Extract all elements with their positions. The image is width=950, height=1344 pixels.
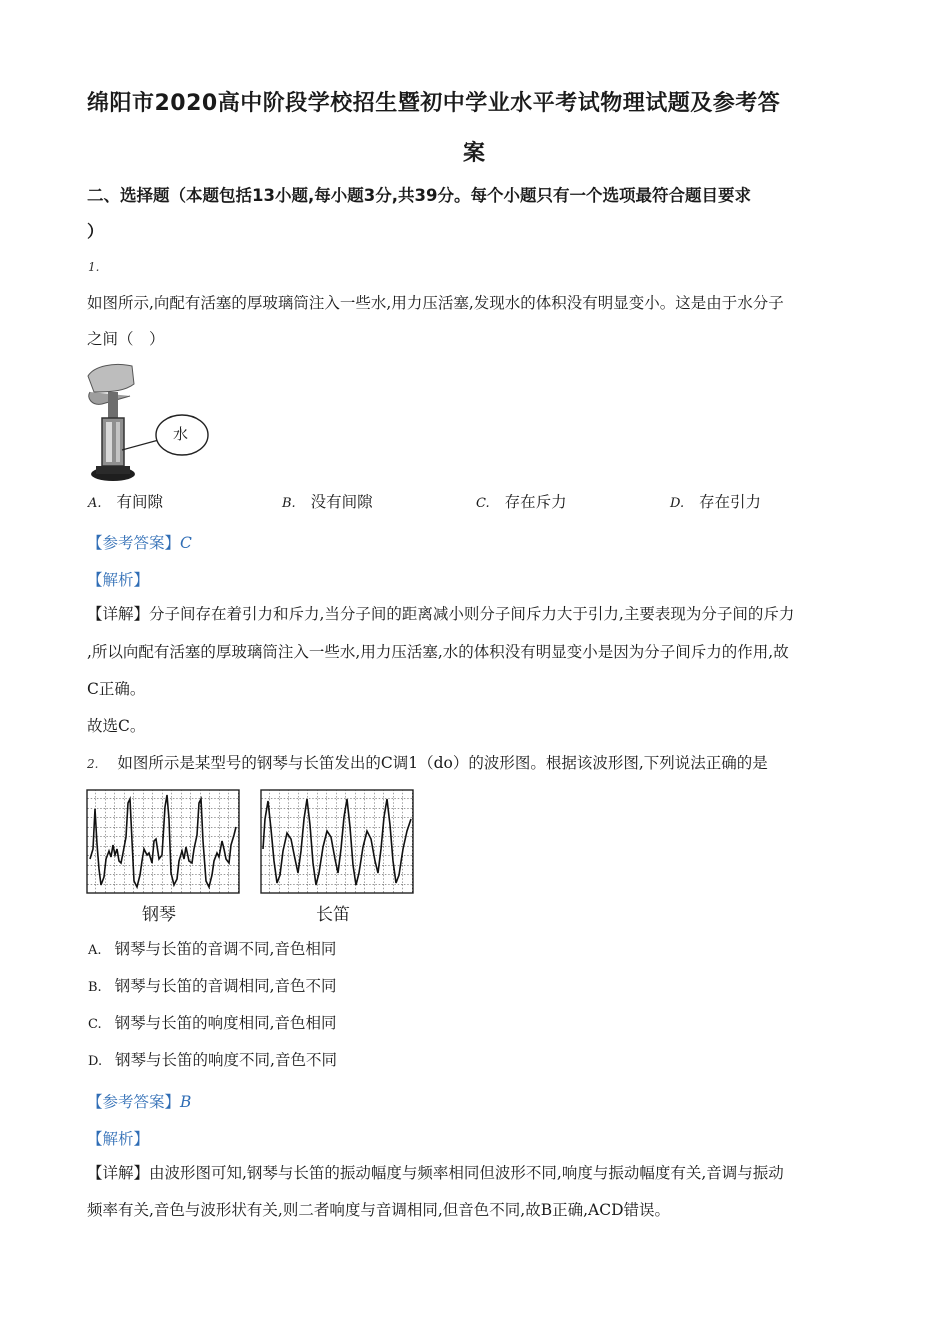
page-title: 绵阳市2020高中阶段学校招生暨初中学业水平考试物理试题及参考答 <box>87 91 781 116</box>
question-1-stem: 如图所示,向配有活塞的厚玻璃筒注入一些水,用力压活塞,发现水的体积没有明显变小。这是由于水分子 <box>87 294 784 312</box>
option-text: 有间隙 <box>116 493 163 511</box>
section-heading: 二、选择题（本题包括13小题,每小题3分,共39分。每个小题只有一个选项最符合题目要求 <box>87 186 751 205</box>
question-1-stem-continued: 之间（ ） <box>87 330 165 348</box>
option-text: 存在引力 <box>699 493 762 511</box>
page-title-continued: 案 <box>463 141 486 166</box>
question-2-analysis-label: 【解析】 <box>87 1130 150 1148</box>
question-1-detail-continued: ,所以向配有活塞的厚玻璃筒注入一些水,用力压活塞,水的体积没有明显变小是因为分子间斥力的作用,故 <box>87 643 789 661</box>
question-2-option-a <box>88 940 336 959</box>
question-2-stem-line <box>87 754 768 773</box>
question-1-option-d <box>670 493 761 512</box>
answer-label: 【参考答案】 <box>87 534 181 552</box>
glass-tube <box>102 418 124 466</box>
question-2-stem: 如图所示是某型号的钢琴与长笛发出的C调1（do）的波形图。根据该波形图,下列说法正确的是 <box>117 754 768 772</box>
option-letter: B. <box>88 980 102 995</box>
question-1-option-c <box>476 493 567 512</box>
question-2-answer <box>87 1090 191 1112</box>
flute-waveform-graph <box>260 789 415 895</box>
piston-tube-illustration <box>86 362 221 484</box>
option-letter: D. <box>670 496 685 511</box>
piston-tube-figure <box>86 362 221 484</box>
option-letter: A. <box>88 943 102 958</box>
answer-value: C <box>180 534 192 552</box>
option-text: 钢琴与长笛的音调不同,音色相同 <box>114 940 337 958</box>
option-text: 钢琴与长笛的音调相同,音色不同 <box>114 977 337 995</box>
flute-waveform-label: 长笛 <box>316 905 350 925</box>
question-2-detail-continued: 频率有关,音色与波形状有关,则二者响度与音调相同,但音色不同,故B正确,ACD错误。 <box>87 1201 671 1219</box>
flute-waveform <box>260 789 415 895</box>
section-heading-continued: ） <box>87 222 104 241</box>
option-text: 没有间隙 <box>310 493 373 511</box>
piston-rod <box>108 392 118 420</box>
question-2-number: 2. <box>87 757 99 771</box>
option-letter: C. <box>88 1017 102 1032</box>
question-1-option-a <box>88 493 163 512</box>
water-label: 水 <box>173 425 189 443</box>
option-letter: D. <box>88 1054 103 1069</box>
piano-waveform-label: 钢琴 <box>142 905 176 925</box>
question-1-option-b <box>282 493 373 512</box>
question-1-analysis-label: 【解析】 <box>87 571 150 589</box>
question-1-detail: 【详解】分子间存在着引力和斥力,当分子间的距离减小则分子间斥力大于引力,主要表现为分子间的斥力 <box>87 605 795 623</box>
hand-shape <box>88 364 134 392</box>
question-1-detail-end: C正确。 <box>87 680 146 698</box>
piano-waveform <box>86 789 241 895</box>
question-1-answer <box>87 531 192 553</box>
question-2-option-c <box>88 1014 337 1033</box>
question-1-number: 1. <box>88 260 100 274</box>
option-text: 钢琴与长笛的响度不同,音色不同 <box>115 1051 337 1069</box>
question-2-detail: 【详解】由波形图可知,钢琴与长笛的振动幅度与频率相同但波形不同,响度与振动幅度有关,音调与振动 <box>87 1164 784 1182</box>
question-1-conclusion: 故选C。 <box>87 717 146 735</box>
answer-value: B <box>180 1093 192 1111</box>
option-text: 存在斥力 <box>504 493 567 511</box>
option-text: 钢琴与长笛的响度相同,音色相同 <box>114 1014 337 1032</box>
option-letter: B. <box>282 496 296 511</box>
option-letter: C. <box>476 496 490 511</box>
piano-waveform-graph <box>86 789 241 895</box>
option-letter: A. <box>88 496 102 511</box>
question-2-option-b <box>88 977 337 996</box>
answer-label: 【参考答案】 <box>87 1093 181 1111</box>
question-2-option-d <box>88 1051 337 1070</box>
